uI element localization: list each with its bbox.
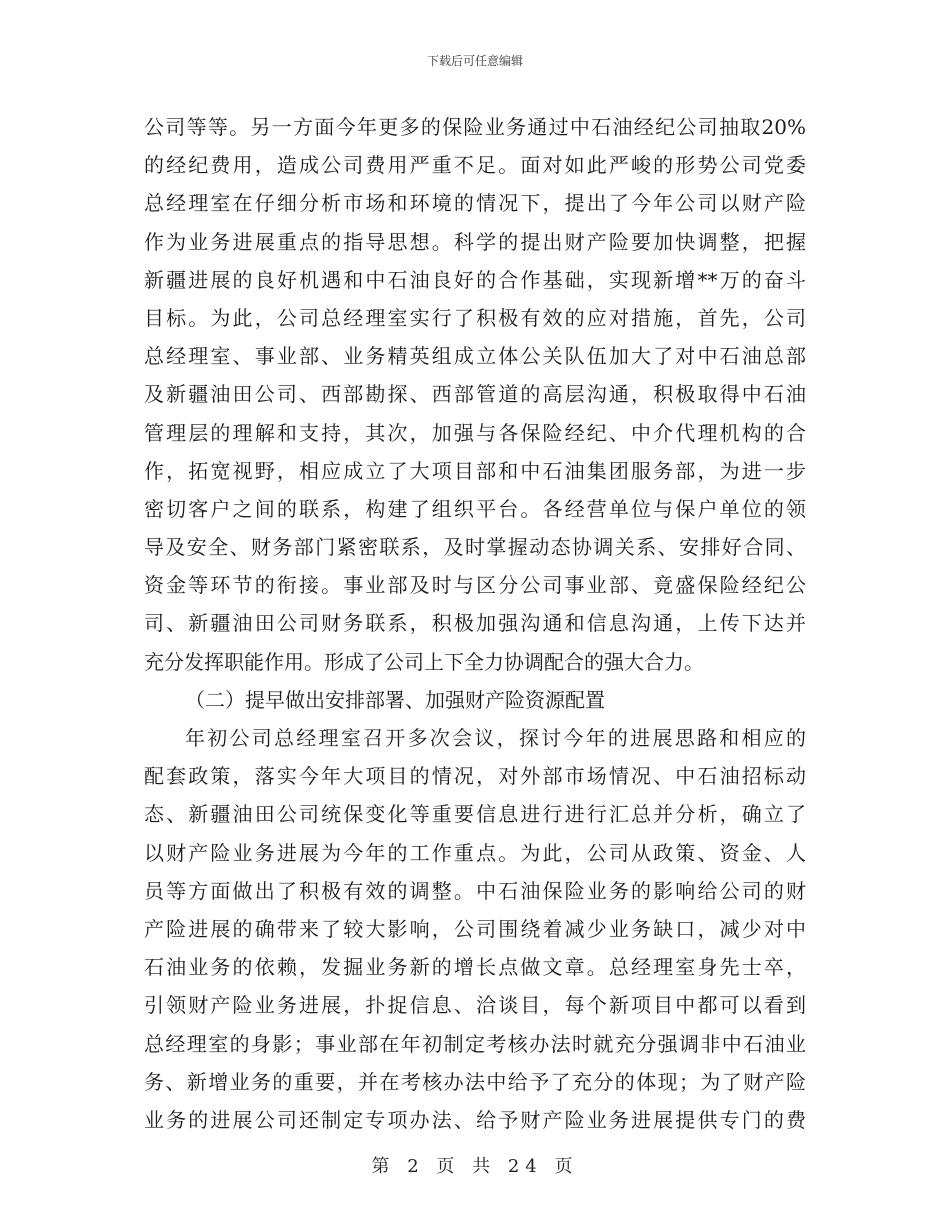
body-line: 务、新增业务的重要，并在考核办法中给予了充分的体现；为了财产险 [144, 1069, 806, 1094]
body-line: 及新疆油田公司、西部勘探、西部管道的高层沟通，积极取得中石油 [144, 382, 806, 407]
body-line: 引领财产险业务进展，扑捉信息、洽谈目，每个新项目中都可以看到 [144, 993, 806, 1018]
body-line: 新疆进展的良好机遇和中石油良好的合作基础，实现新增**万的奋斗 [144, 267, 806, 292]
body-line: 目标。为此，公司总经理室实行了积极有效的应对措施，首先，公司 [144, 305, 806, 330]
body-line: 资金等环节的衔接。事业部及时与区分公司事业部、竟盛保险经纪公 [144, 573, 806, 598]
body-line: 司、新疆油田公司财务联系，积极加强沟通和信息沟通，上传下达并 [144, 611, 806, 636]
document-body [144, 108, 806, 1139]
body-line: 配套政策，落实今年大项目的情况，对外部市场情况、中石油招标动 [144, 764, 806, 789]
body-line: 作，拓宽视野，相应成立了大项目部和中石油集团服务部，为进一步 [144, 458, 806, 483]
page-number-footer: 第 2 页 共 24 页 [371, 1156, 579, 1177]
page-header-note: 下载后可任意编辑 [426, 54, 523, 68]
body-line: 石油业务的依赖，发掘业务新的增长点做文章。总经理室身先士卒， [144, 955, 806, 980]
body-line: 产险进展的确带来了较大影响，公司围绕着减少业务缺口，减少对中 [144, 916, 806, 941]
body-line: 态、新疆油田公司统保变化等重要信息进行进行汇总并分析，确立了 [144, 802, 806, 827]
body-line: 业务的进展公司还制定专项办法、给予财产险业务进展提供专门的费 [144, 1107, 806, 1132]
body-line: 作为业务进展重点的指导思想。科学的提出财产险要加快调整，把握 [144, 229, 806, 254]
body-line: 以财产险业务进展为今年的工作重点。为此，公司从政策、资金、人 [144, 840, 806, 865]
body-line: 管理层的理解和支持，其次，加强与各保险经纪、中介代理机构的合 [144, 420, 806, 445]
body-line: 密切客户之间的联系，构建了组织平台。各经营单位与保户单位的领 [144, 496, 806, 521]
body-line: 年初公司总经理室召开多次会议，探讨今年的进展思路和相应的 [185, 726, 806, 750]
body-line: 员等方面做出了积极有效的调整。中石油保险业务的影响给公司的财 [144, 878, 806, 903]
section-heading: （二）提早做出安排部署、加强财产险资源配置 [185, 687, 605, 712]
body-line: 总经理室在仔细分析市场和环境的情况下，提出了今年公司以财产险 [144, 191, 806, 216]
body-line: 总经理室的身影；事业部在年初制定考核办法时就充分强调非中石油业 [144, 1031, 806, 1056]
body-line: 的经纪费用，造成公司费用严重不足。面对如此严峻的形势公司党委 [144, 153, 806, 178]
body-line: 总经理室、事业部、业务精英组成立体公关队伍加大了对中石油总部 [144, 344, 806, 369]
body-line: 公司等等。另一方面今年更多的保险业务通过中石油经纪公司抽取20% [144, 115, 806, 139]
body-line: 导及安全、财务部门紧密联系，及时掌握动态协调关系、安排好合同、 [144, 535, 806, 560]
body-line: 充分发挥职能作用。形成了公司上下全力协调配合的强大合力。 [144, 649, 704, 674]
